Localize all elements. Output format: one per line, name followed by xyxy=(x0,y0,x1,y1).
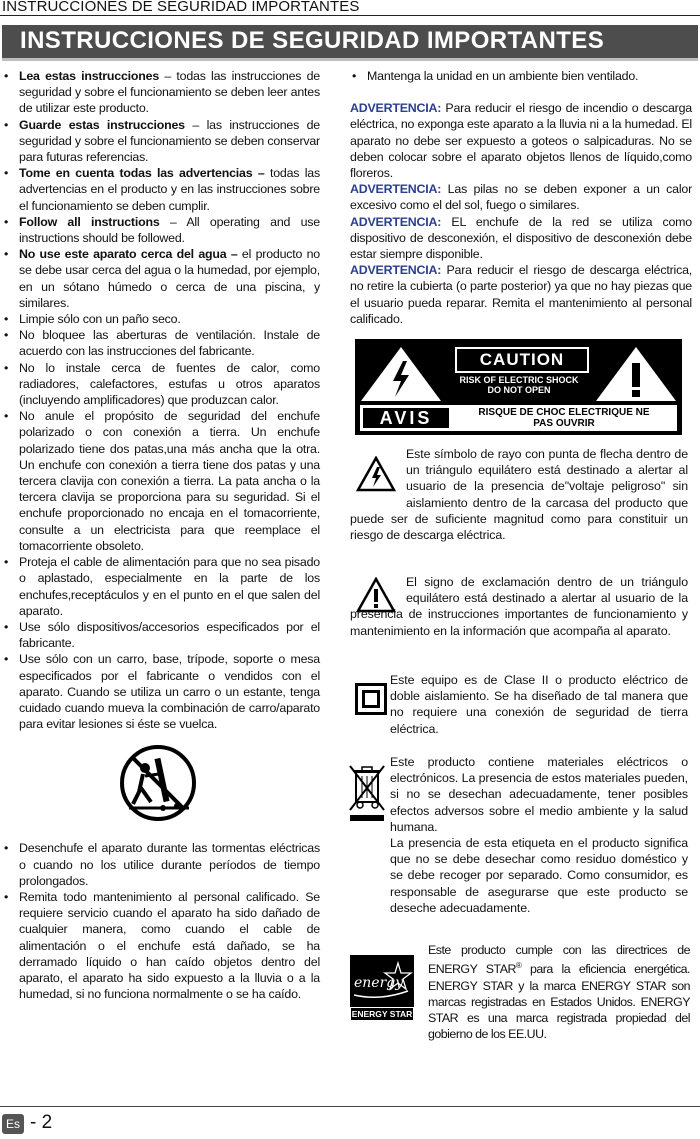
energy-star-text: ENERGY STAR xyxy=(351,1009,413,1019)
ventilation-list xyxy=(350,68,692,84)
left-column xyxy=(2,68,320,1002)
class-two-double-insulation-icon xyxy=(355,683,387,715)
list-item: • No bloquee las aberturas de ventilación. Instale de acuerdo con las instrucciones del fabricante. xyxy=(2,327,320,359)
warning-paragraph: ADVERTENCIA: Las pilas no se deben exponer a un calor excesivo como el del sol, fuego o similares. xyxy=(350,182,692,213)
energy-script: energy xyxy=(354,975,404,991)
lightning-warning-icon xyxy=(357,343,445,403)
caution-title: CAUTION xyxy=(455,347,589,373)
list-item: • Desenchufe el aparato durante las tormentas eléctricas o cuando no los utilice durante períodos de tiempo prolongados. xyxy=(2,840,320,889)
warning-paragraph: ADVERTENCIA: Para reducir el riesgo de incendio o descarga eléctrica, no exponga este aparato a la lluvia ni a la humedad. El aparato no debe ser expuesto a goteos o salpicaduras. No se deben colocar sobre el aparato objetos llenos de líquido,como floreros. xyxy=(350,101,692,181)
top-title: INSTRUCCIONES DE SEGURIDAD IMPORTANTES xyxy=(2,0,360,15)
avis-label: AVIS xyxy=(363,408,449,428)
exclamation-explanation: El signo de exclamación dentro de un triángulo equilátero está destinado a alertar al usuario de la presencia de instrucciones importantes de funcionamiento y mantenimiento en la información que acompaña al aparato. xyxy=(350,575,688,638)
footer-rule xyxy=(0,1106,700,1107)
list-item: • Limpie sólo con un paño seco. xyxy=(2,311,320,327)
risk-text: RISK OF ELECTRIC SHOCK DO NOT OPEN xyxy=(459,375,579,395)
warning-paragraph: ADVERTENCIA: Para reducir el riesgo de descarga eléctrica, no retire la cubierta (o parte posterior) ya que no hay piezas que el usuario pueda reparar. Remita el mantenimiento al personal calificado. xyxy=(350,263,692,326)
list-item: • Follow all instructions – All operating and use instructions should be followed. xyxy=(2,214,320,246)
warnings xyxy=(350,100,692,327)
top-title-bar xyxy=(0,0,700,16)
warning-paragraph: ADVERTENCIA: EL enchufe de la red se utiliza como dispositivo de desconexión, el dispositivo de desconexión debe estar siempre disponible. xyxy=(350,214,692,262)
list-item: • Lea estas instrucciones – todas las instrucciones de seguridad y sobre el funcionamiento se deben leer antes de utilizar este producto. xyxy=(2,68,320,117)
energy-star-explanation: Este producto cumple con las directrices de ENERGY STAR® para la eficiencia energética. ENERGY STAR y la marca ENERGY STAR son marcas registradas en Estados Unidos. ENERGY STAR es una marca registrada propiedad del gobierno de los EE.UU. xyxy=(428,943,690,1042)
banner-title: INSTRUCCIONES DE SEGURIDAD IMPORTANTES xyxy=(20,27,605,54)
page-number: - 2 xyxy=(30,1112,53,1133)
safety-list xyxy=(2,68,320,732)
crossed-bin-weee-icon xyxy=(347,764,387,822)
language-badge: Es xyxy=(2,1114,24,1134)
list-item: • Proteja el cable de alimentación para que no sea pisado o aplastado, especialmente en la parte de los enchufes,receptáculos y en el punto en el que salen del aparato. xyxy=(2,554,320,619)
list-item: • Use sólo con un carro, base, trípode, soporte o mesa especificados por el fabricante o vendidos con el aparato. Cuando se utiliza un carro o un estante, tenga cuidado cuando mueva la combinación de carro/aparato para evitar lesiones si éste se vuelca. xyxy=(2,651,320,732)
energy-star-logo xyxy=(350,955,414,1021)
list-item: • No anule el propósito de seguridad del enchufe polarizado o con conexión a tierra. Un enchufe polarizado tiene dos patas,una más ancha que la otra. Un enchufe con conexión a tierra tiene dos patas y una tercera clavija con conexión a tierra. La pata ancha o la tercera clavija se proporciona para su seguridad. Si el enchufe proporcionado no encaja en el tomacorriente, consulte a un electricista para que reemplace el tomacorriente obsoleto. xyxy=(2,408,320,554)
lightning-explanation: Este símbolo de rayo con punta de flecha dentro de un triángulo equilátero está destinado a alertar al usuario de la presencia de"voltaje peligroso" sin aislamiento dentro de la carcasa del producto que puede ser de suficiente magnitud como para constituir un riesgo de descarga eléctrica. xyxy=(350,447,688,543)
list-item: • No use este aparato cerca del agua – el producto no se debe usar cerca del agua o la humedad, por ejemplo, en un sótano húmedo o cerca de una piscina, y similares. xyxy=(2,246,320,311)
exclamation-warning-icon xyxy=(592,343,680,403)
class-two-explanation: Este equipo es de Clase II o producto eléctrico de doble aislamiento. Se ha diseñado de tal manera que no requiere una conexión de seguridad de tierra eléctrica. xyxy=(390,673,688,736)
section-banner xyxy=(2,25,698,61)
right-column xyxy=(350,68,692,327)
caution-label xyxy=(355,339,682,435)
list-item: • No lo instale cerca de fuentes de calor, como radiadores, calefactores, estufas u otros aparatos (incluyendo amplificadores) que produzcan calor. xyxy=(2,360,320,409)
list-item: • Guarde estas instrucciones – las instrucciones de seguridad y sobre el funcionamiento se deben conservar para futuras referencias. xyxy=(2,117,320,166)
safety-list-continued xyxy=(2,840,320,1002)
list-item: • Tome en cuenta todas las advertencias – todas las advertencias en el producto y en las instrucciones sobre el funcionamiento se deben cumplir. xyxy=(2,165,320,214)
list-item: • Use sólo dispositivos/accesorios especificados por el fabricante. xyxy=(2,619,320,651)
avis-strip xyxy=(360,405,677,431)
list-item: • Mantenga la unidad en un ambiente bien ventilado. xyxy=(350,68,692,84)
weee-explanation: Este producto contiene materiales eléctricos o electrónicos. La presencia de estos materiales pueden, si no se desechan adecuadamente, tener posibles efectos adversos sobre el medio ambiente y la salud humana. La presencia de esta etiqueta en el producto significa que no se debe desechar como residuo doméstico y se debe recoger por separado. Como consumidor, es responsable de asegurarse que este producto se deseche adecuadamente. xyxy=(390,755,688,915)
list-item: • Remita todo mantenimiento al personal calificado. Se requiere servicio cuando el aparato ha sido dañado de cualquier manera, como cuando el cable de alimentación o el enchufe está dañado, se ha derramado líquido o han caído objetos dentro del aparato, el aparato ha sido expuesto a la lluvia o a la humedad, si no funciona normalmente o se ha caído. xyxy=(2,889,320,1002)
cart-warning-icon xyxy=(119,744,197,822)
risque-text: RISQUE DE CHOC ELECTRIQUE NE PAS OUVRIR xyxy=(478,407,650,429)
